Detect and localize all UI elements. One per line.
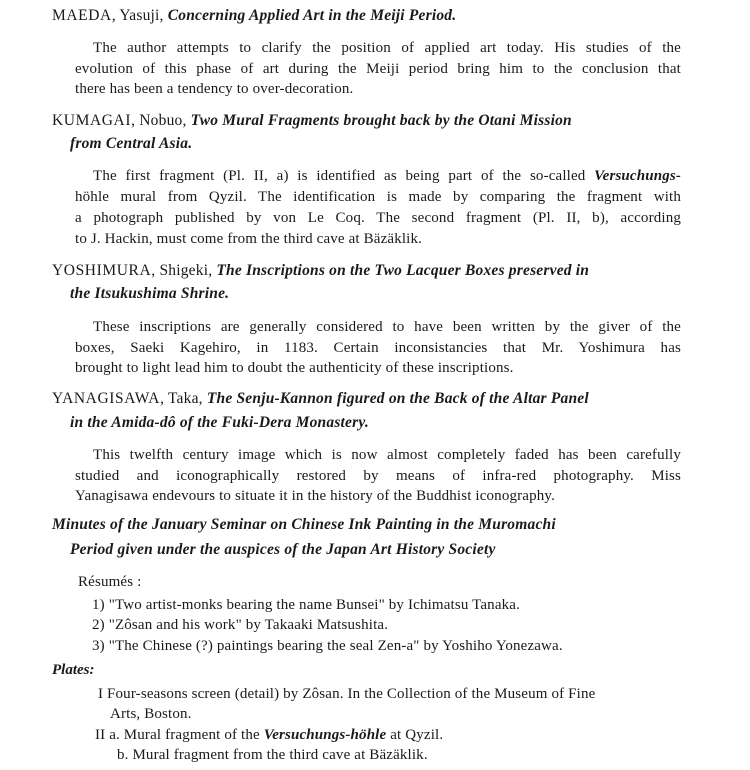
article-title: The Senju-Kannon figured on the Back of the Altar Panel (206, 390, 589, 407)
abstract-line (93, 166, 681, 186)
abstract-line: a photograph published by von Le Coq. The second fragment (Pl. II, b), according (75, 210, 681, 226)
abstract-line: evolution of this phase of art during the Meiji period bring him to the conclusion that (75, 61, 681, 77)
plate-entry (95, 725, 443, 745)
author-given: Taka (167, 390, 199, 407)
plate-italic: Versuchungs-höhle (263, 727, 387, 743)
abstract-line: The author attempts to clarify the position of applied art today. His studies of the (93, 40, 681, 56)
author-surname: MAEDA (52, 7, 112, 24)
plate-text: at Qyzil. (386, 727, 444, 743)
abstract-line: This twelfth century image which is now almost completely faded has been carefully (93, 447, 681, 463)
abstract-line: there has been a tendency to over-decoration. (75, 81, 354, 97)
abstract-line: brought to light lead him to doubt the authenticity of these inscriptions. (75, 360, 514, 376)
minutes-title: Minutes of the January Seminar on Chinese Ink Painting in the Muromachi (52, 516, 556, 533)
resume-item: 1) "Two artist-monks bearing the name Bunsei" by Ichimatsu Tanaka. (92, 597, 521, 613)
article-title: Concerning Applied Art in the Meiji Period. (167, 7, 457, 24)
resumes-label: Résumés : (78, 574, 142, 590)
plate-entry: b. Mural fragment from the third cave at Bäzäklik. (117, 747, 428, 763)
plate-text: II a. Mural fragment of the (95, 727, 264, 743)
article-title: Two Mural Fragments brought back by the Otani Mission (190, 112, 572, 129)
abstract-line: Yanagisawa endevours to situate it in the history of the Buddhist iconography. (75, 488, 555, 504)
article-title-cont: the Itsukushima Shrine. (70, 285, 230, 302)
entry-heading-yoshimura: YOSHIMURA, Shigeki, The Inscriptions on the Two Lacquer Boxes preserved in (52, 262, 590, 279)
plate-entry-cont: Arts, Boston. (110, 706, 192, 722)
plate-entry: I Four-seasons screen (detail) by Zôsan. In the Collection of the Museum of Fine (98, 686, 596, 702)
abstract-line: to J. Hackin, must come from the third cave at Bäzäklik. (75, 231, 423, 247)
author-surname: YANAGISAWA (52, 390, 161, 407)
entry-heading-kumagai: KUMAGAI, Nobuo, Two Mural Fragments brought back by the Otani Mission (52, 112, 572, 129)
article-title-cont: in the Amida-dô of the Fuki-Dera Monastery. (70, 414, 369, 431)
abstract-text: höhle mural from Qyzil. The identification is made by comparing the fragment with (75, 189, 681, 205)
entry-heading-yanagisawa: YANAGISAWA, Taka, The Senju-Kannon figured on the Back of the Altar Panel (52, 390, 589, 407)
abstract-text: The first fragment (Pl. II, a) is identified as being part of the so-called (93, 168, 595, 184)
resume-item: 3) "The Chinese (?) paintings bearing the seal Zen-a" by Yoshiho Yonezawa. (92, 638, 563, 654)
abstract-line: studied and iconographically restored by means of infra-red photography. Miss (75, 468, 681, 484)
abstract-line (75, 187, 681, 207)
author-given: Nobuo (139, 112, 183, 129)
author-given: Yasuji (119, 7, 160, 24)
minutes-title-cont: Period given under the auspices of the Japan Art History Society (70, 541, 496, 558)
abstract-line: boxes, Saeki Kagehiro, in 1183. Certain inconsistancies that Mr. Yoshimura has (75, 340, 681, 356)
article-title-cont: from Central Asia. (70, 135, 193, 152)
resume-item: 2) "Zôsan and his work" by Takaaki Matsushita. (92, 617, 389, 633)
author-surname: KUMAGAI (52, 112, 132, 129)
abstract-italic: Versuchungs- (594, 168, 681, 184)
abstract-line: These inscriptions are generally considered to have been written by the giver of the (93, 319, 681, 335)
entry-heading-maeda: MAEDA, Yasuji, Concerning Applied Art in the Meiji Period. (52, 7, 457, 24)
author-given: Shigeki (159, 262, 209, 279)
plates-label: Plates: (52, 662, 95, 678)
article-title: The Inscriptions on the Two Lacquer Boxes preserved in (216, 262, 590, 279)
author-surname: YOSHIMURA (52, 262, 152, 279)
